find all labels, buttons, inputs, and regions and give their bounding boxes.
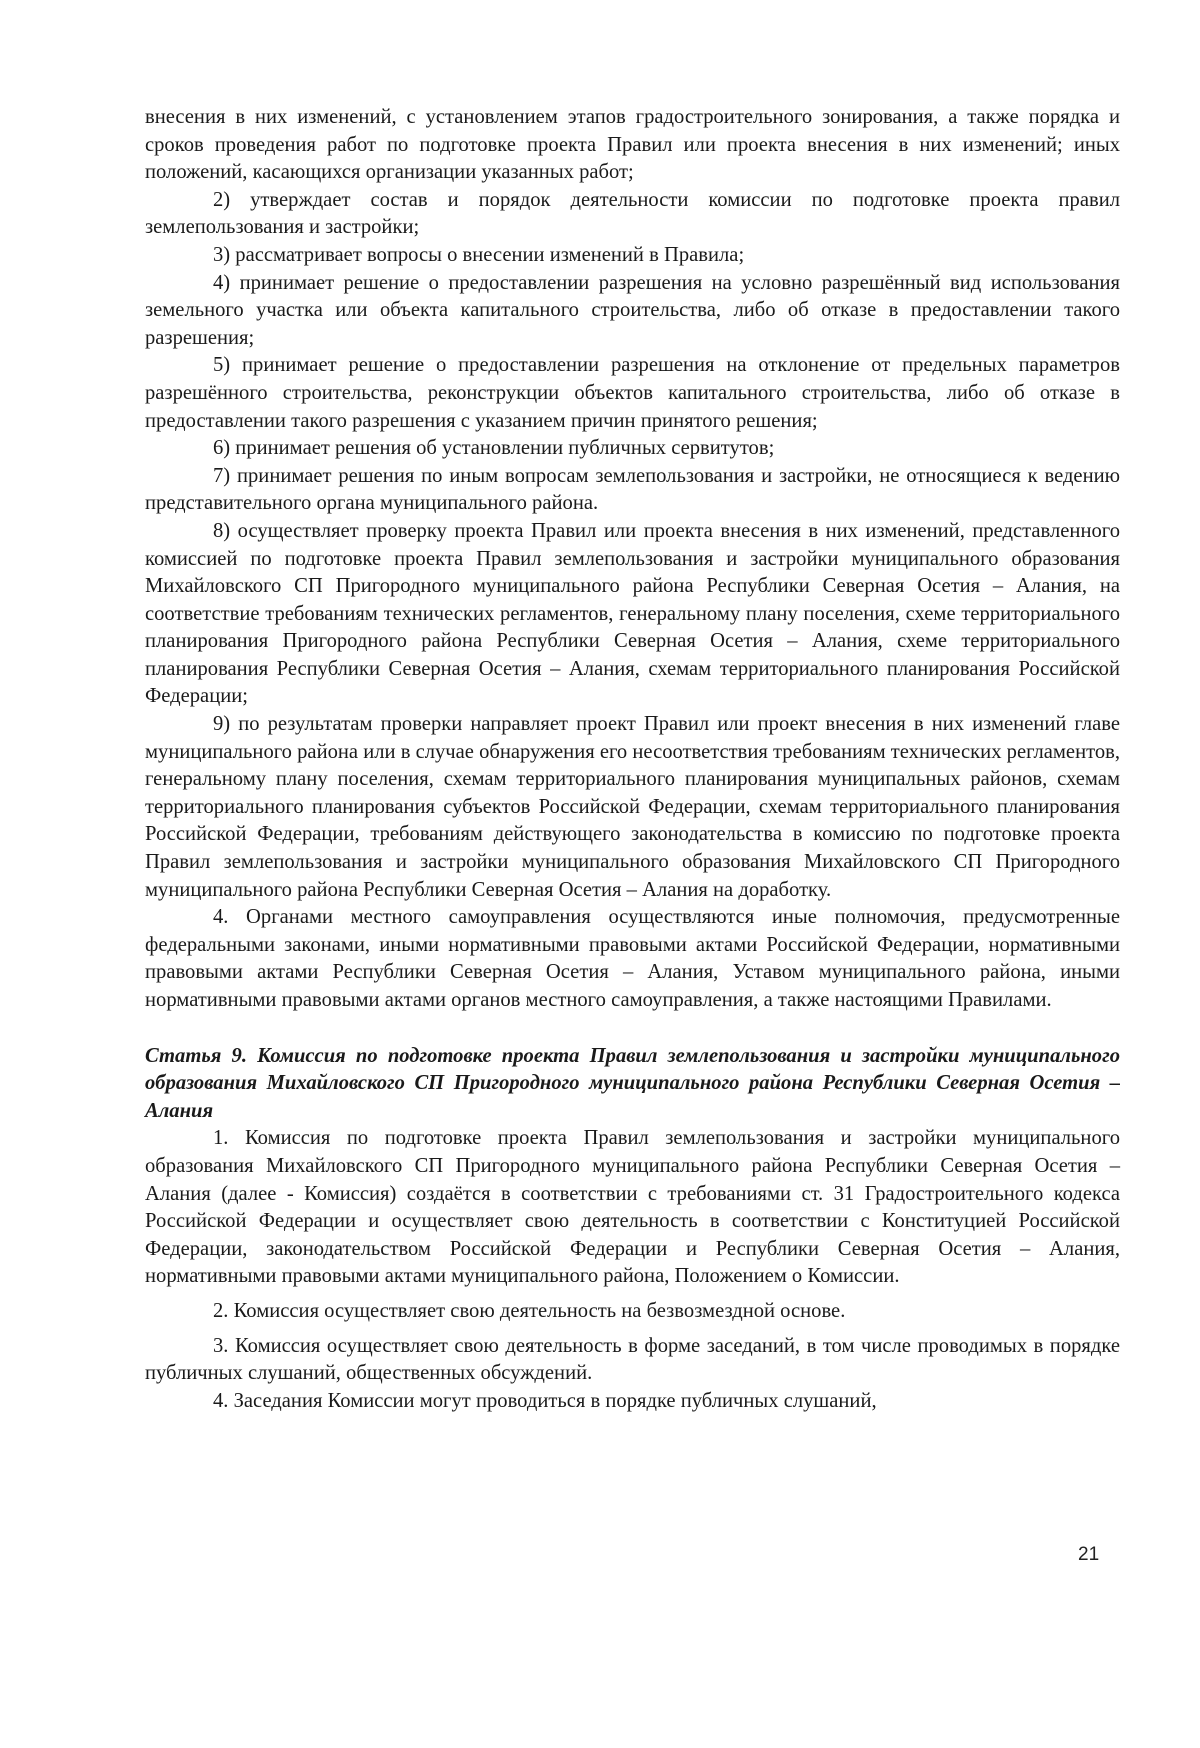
- paragraph-item-8: 8) осуществляет проверку проекта Правил или проекта внесения в них изменений, представленного комиссией по подготовке проекта Правил землепользования и застройки муниципального образования Михайловского СП Пригородного муниципального района Республики Северная Осетия – Алания, на соответствие требованиям технических регламентов, генеральному плану поселения, схеме территориального планирования Пригородного района Республики Северная Осетия – Алания, схеме территориального планирования Республики Северная Осетия – Алания, схемам территориального планирования Российской Федерации;: [145, 519, 1120, 708]
- paragraph-item-5: 5) принимает решение о предоставлении разрешения на отклонение от предельных параметров разрешённого строительства, реконструкции объектов капитального строительства, либо об отказе в предоставлении такого разрешения с указанием причин принятого решения;: [145, 354, 1120, 432]
- paragraph-item-4: 4) принимает решение о предоставлении разрешения на условно разрешённый вид использования земельного участка или объекта капитального строительства, либо об отказе в предоставлении такого разрешения;: [145, 271, 1120, 349]
- article-heading: Статья 9. Комиссия по подготовке проекта Правил землепользования и застройки муниципального образования Михайловского СП Пригородного муниципального района Республики Северная Осетия – Алания: [145, 1044, 1120, 1122]
- paragraph-clause-4: 4. Органами местного самоуправления осуществляются иные полномочия, предусмотренные федеральными законами, иными нормативными правовыми актами Российской Федерации, нормативными правовыми актами Республики Северная Осетия – Алания, Уставом муниципального района, иными нормативными правовыми актами органов местного самоуправления, а также настоящими Правилами.: [145, 906, 1120, 1011]
- paragraph-item-6: 6) принимает решения об установлении публичных сервитутов;: [213, 437, 775, 460]
- article-clause-4: 4. Заседания Комиссии могут проводиться в порядке публичных слушаний,: [213, 1389, 877, 1412]
- article-clause-2: 2. Комиссия осуществляет свою деятельность на безвозмездной основе.: [213, 1299, 846, 1322]
- document-page: [145, 104, 1120, 1415]
- paragraph-item-2: 2) утверждает состав и порядок деятельности комиссии по подготовке проекта правил землепользования и застройки;: [145, 188, 1120, 239]
- article-clause-1: 1. Комиссия по подготовке проекта Правил землепользования и застройки муниципального образования Михайловского СП Пригородного муниципального района Республики Северная Осетия – Алания (далее - Комиссия) создаётся в соответствии с требованиями ст. 31 Градостроительного кодекса Российской Федерации и осуществляет свою деятельность в соответствии с Конституцией Российской Федерации, законодательством Российской Федерации и Республики Северная Осетия – Алания, нормативными правовыми актами муниципального района, Положением о Комиссии.: [145, 1127, 1120, 1288]
- article-clause-3: 3. Комиссия осуществляет свою деятельность в форме заседаний, в том числе проводимых в порядке публичных слушаний, общественных обсуждений.: [145, 1334, 1120, 1385]
- page-number: 21: [1078, 1544, 1100, 1565]
- paragraph-item-3: 3) рассматривает вопросы о внесении изменений в Правила;: [213, 243, 745, 266]
- paragraph-item-9: 9) по результатам проверки направляет проект Правил или проект внесения в них изменений главе муниципального района или в случае обнаружения его несоответствия требованиям технических регламентов, генеральному плану поселения, схемам территориального планирования муниципальных районов, схемам территориального планирования субъектов Российской Федерации, схемам территориального планирования Российской Федерации, требованиям действующего законодательства в комиссию по подготовке проекта Правил землепользования и застройки муниципального образования Михайловского СП Пригородного муниципального района Республики Северная Осетия – Алания на доработку.: [145, 713, 1120, 901]
- paragraph-item-7: 7) принимает решения по иным вопросам землепользования и застройки, не относящиеся к ведению представительного органа муниципального района.: [145, 464, 1120, 515]
- paragraph-continuation: внесения в них изменений, с установлением этапов градостроительного зонирования, а также порядка и сроков проведения работ по подготовке проекта Правил или проекта внесения в них изменений; иных положений, касающихся организации указанных работ;: [145, 106, 1120, 184]
